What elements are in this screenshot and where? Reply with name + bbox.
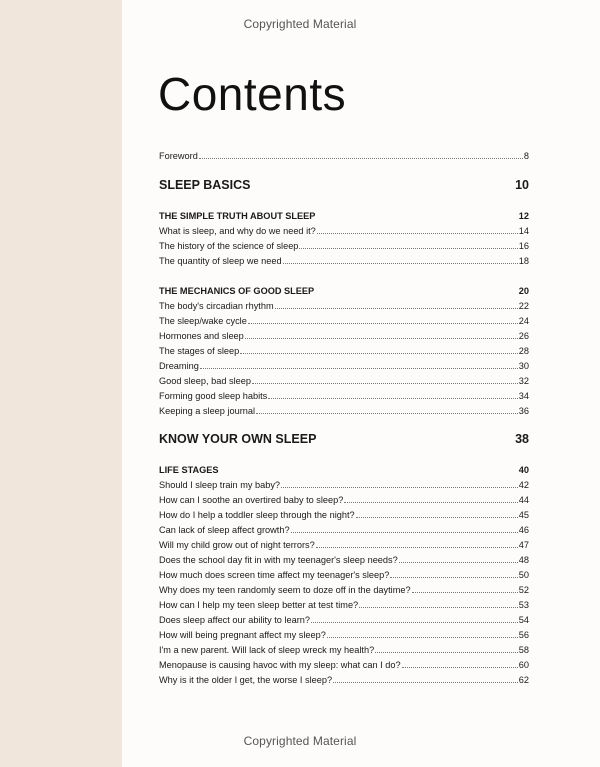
toc-entry[interactable]: How do I help a toddler sleep through the night? 45 bbox=[159, 510, 529, 520]
toc-entry[interactable]: The body's circadian rhythm 22 bbox=[159, 301, 529, 311]
toc-entry[interactable]: How can I soothe an overtired baby to sleep? 44 bbox=[159, 495, 529, 505]
page-title: Contents bbox=[158, 68, 347, 120]
toc-entry[interactable]: What is sleep, and why do we need it? 14 bbox=[159, 226, 529, 236]
toc-entry[interactable]: Dreaming 30 bbox=[159, 361, 529, 371]
section-life-stages[interactable]: LIFE STAGES 40 bbox=[159, 465, 529, 475]
toc-entry[interactable]: The stages of sleep 28 bbox=[159, 346, 529, 356]
table-of-contents bbox=[159, 0, 529, 767]
toc-entry[interactable]: Does sleep affect our ability to learn? 54 bbox=[159, 615, 529, 625]
toc-entry[interactable]: Why is it the older I get, the worse I sleep? 62 bbox=[159, 675, 529, 685]
chapter-sleep-basics[interactable]: SLEEP BASICS 10 bbox=[159, 178, 529, 192]
toc-entry[interactable]: Why does my teen randomly seem to doze off in the daytime? 52 bbox=[159, 585, 529, 595]
toc-entry[interactable]: How will being pregnant affect my sleep? 56 bbox=[159, 630, 529, 640]
section-mechanics[interactable]: THE MECHANICS OF GOOD SLEEP 20 bbox=[159, 286, 529, 296]
chapter-know-your-own-sleep[interactable]: KNOW YOUR OWN SLEEP 38 bbox=[159, 432, 529, 446]
toc-entry[interactable]: Will my child grow out of night terrors? 47 bbox=[159, 540, 529, 550]
toc-entry[interactable]: How can I help my teen sleep better at test time? 53 bbox=[159, 600, 529, 610]
toc-entry[interactable]: Menopause is causing havoc with my sleep: what can I do? 60 bbox=[159, 660, 529, 670]
toc-entry[interactable]: Can lack of sleep affect growth? 46 bbox=[159, 525, 529, 535]
toc-entry[interactable]: Forming good sleep habits 34 bbox=[159, 391, 529, 401]
toc-entry[interactable]: The history of the science of sleep 16 bbox=[159, 241, 529, 251]
toc-entry[interactable]: Keeping a sleep journal 36 bbox=[159, 406, 529, 416]
toc-entry[interactable]: Hormones and sleep 26 bbox=[159, 331, 529, 341]
watermark-top: Copyrighted Material bbox=[243, 17, 357, 31]
toc-entry[interactable]: I'm a new parent. Will lack of sleep wreck my health? 58 bbox=[159, 645, 529, 655]
toc-entry[interactable]: The quantity of sleep we need 18 bbox=[159, 256, 529, 266]
toc-entry-foreword[interactable]: Foreword 8 bbox=[159, 151, 529, 161]
book-spine-margin bbox=[0, 0, 122, 767]
watermark-bottom: Copyrighted Material bbox=[243, 734, 357, 748]
toc-entry[interactable]: Should I sleep train my baby? 42 bbox=[159, 480, 529, 490]
section-simple-truth[interactable]: THE SIMPLE TRUTH ABOUT SLEEP 12 bbox=[159, 211, 529, 221]
toc-entry[interactable]: How much does screen time affect my teenager's sleep? 50 bbox=[159, 570, 529, 580]
toc-entry[interactable]: Does the school day fit in with my teenager's sleep needs? 48 bbox=[159, 555, 529, 565]
toc-entry[interactable]: The sleep/wake cycle 24 bbox=[159, 316, 529, 326]
toc-entry[interactable]: Good sleep, bad sleep 32 bbox=[159, 376, 529, 386]
